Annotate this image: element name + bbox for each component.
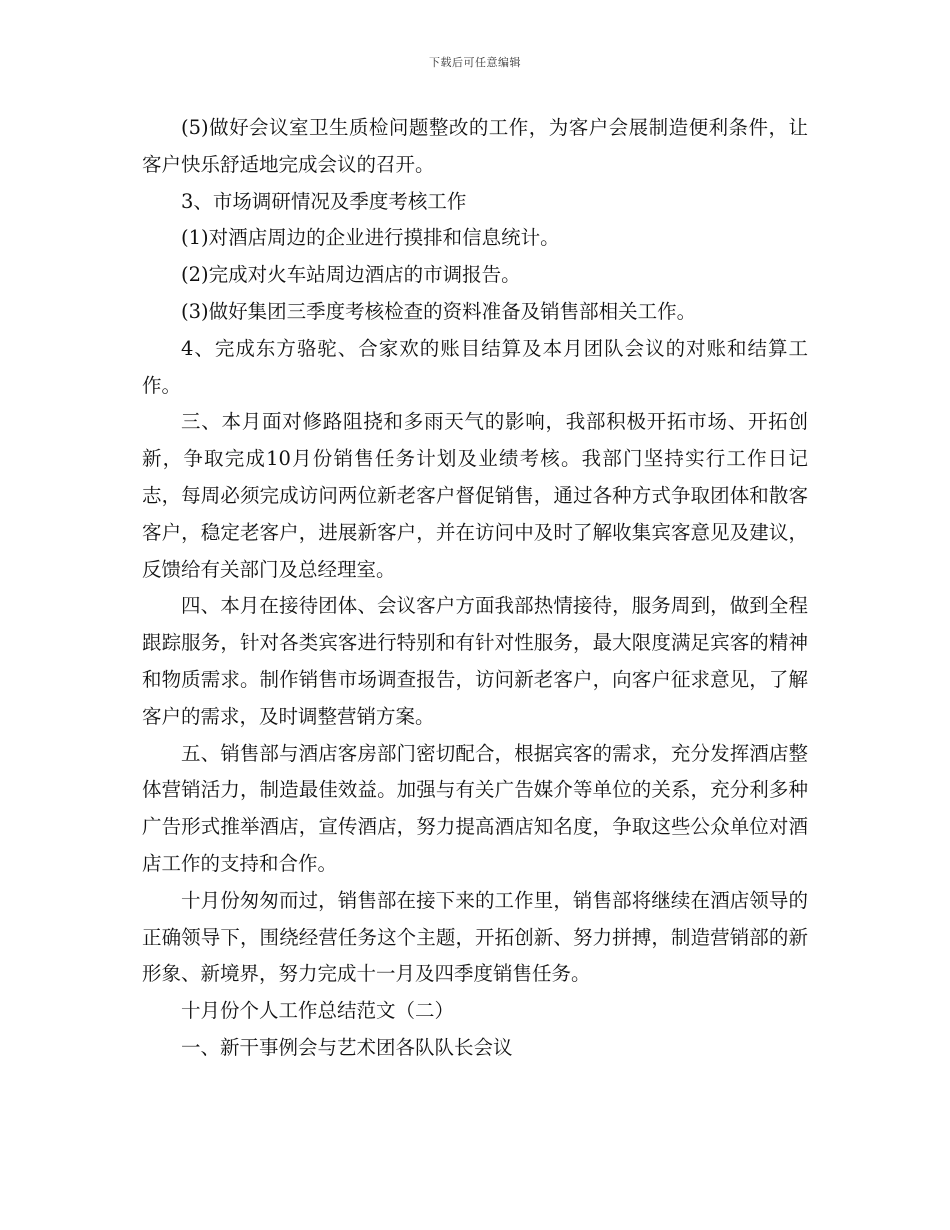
document-body	[142, 110, 808, 1067]
page-header: 下载后可任意编辑	[429, 56, 521, 69]
paragraph-item-1-enterprise-survey: (1)对酒店周边的企业进行摸排和信息统计。	[181, 226, 560, 250]
paragraph-market-expansion: 三、本月面对修路阻挠和多雨天气的影响，我部积极开拓市场、开拓创新，争取完成10月份销售任务计划及业绩考核。我部门坚持实行工作日记志，每周必须完成访问两位新老客户督促销售，通过各种方式争取团体和散客客户，稳定老客户，进展新客户，并在访问中及时了解收集宾客意见及建议，反馈给有关部门及总经理室。	[142, 410, 808, 581]
paragraph-item-5-meeting-room: (5)做好会议室卫生质检问题整改的工作，为客户会展制造便利条件，让客户快乐舒适地完成会议的召开。	[142, 116, 808, 176]
paragraph-department-cooperation: 五、销售部与酒店客房部门密切配合，根据宾客的需求，充分发挥酒店整体营销活力，制造最佳效益。加强与有关广告媒介等单位的关系，充分利多种广告形式推举酒店，宣传酒店，努力提高酒店知名度，争取这些公众单位对酒店工作的支持和合作。	[142, 741, 808, 875]
paragraph-accounts-settlement: 4、完成东方骆驼、合家欢的账目结算及本月团队会议的对账和结算工作。	[142, 336, 808, 397]
section-heading-market-research: 3、市场调研情况及季度考核工作	[181, 189, 467, 213]
document-subtitle: 十月份个人工作总结范文（二）	[181, 999, 455, 1023]
paragraph-client-reception: 四、本月在接待团体、会议客户方面我部热情接待，服务周到，做到全程跟踪服务，针对各类宾客进行特别和有针对性服务，最大限度满足宾客的精神和物质需求。制作销售市场调查报告，访问新老客户，向客户征求意见，了解客户的需求，及时调整营销方案。	[142, 594, 808, 728]
paragraph-item-2-station-report: (2)完成对火车站周边酒店的市调报告。	[181, 263, 521, 287]
section-heading-new-staff-meeting: 一、新干事例会与艺术团各队队长会议	[181, 1035, 513, 1059]
paragraph-item-3-quarterly-review: (3)做好集团三季度考核检查的资料准备及销售部相关工作。	[181, 299, 697, 323]
paragraph-monthly-conclusion: 十月份匆匆而过，销售部在接下来的工作里，销售部将继续在酒店领导的正确领导下，围绕经营任务这个主题，开拓创新、努力拼搏，制造营销部的新形象、新境界，努力完成十一月及四季度销售任务。	[142, 888, 808, 986]
